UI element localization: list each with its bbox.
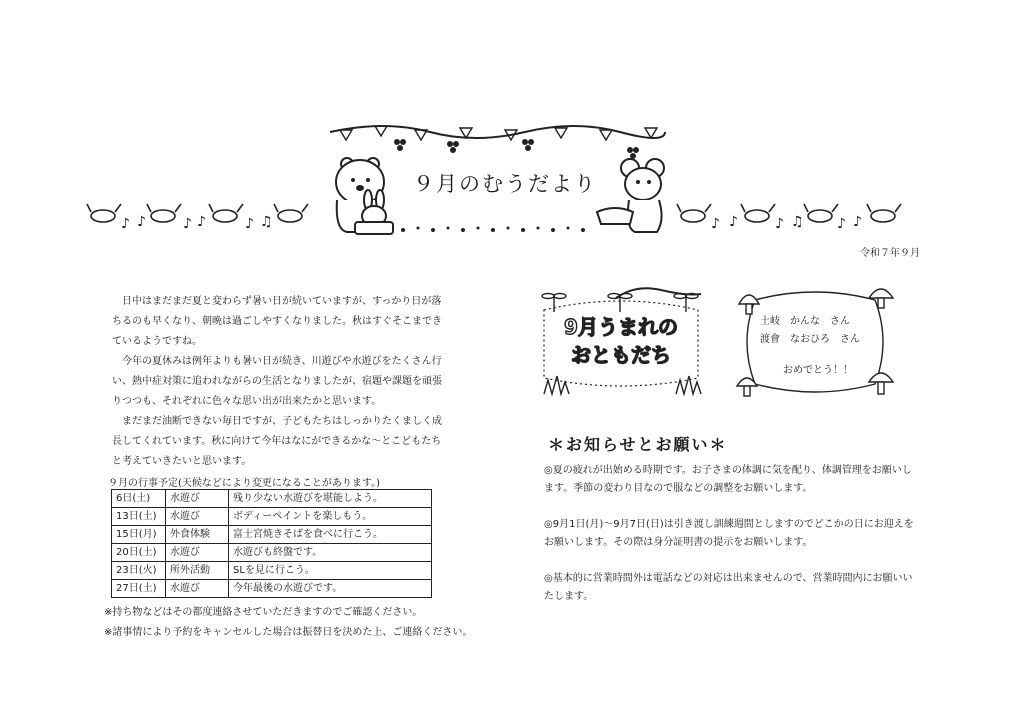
schedule-detail: 残り少ない水遊びを堪能しよう。: [229, 490, 432, 508]
svg-text:♪: ♪: [197, 214, 206, 230]
schedule-detail: SLを見に行こう。: [229, 562, 432, 580]
intro-paragraph: 日中はまだまだ夏と変わらず暑い日が続いていますが、すっかり日が落ちるのも早くなり、朝晩は過ごしやすくなりました。秋はすぐそこまできているようですね。: [112, 296, 442, 347]
schedule-date: 6日(土): [112, 490, 166, 508]
birthday-name: 土岐 かんな さん: [760, 316, 850, 327]
intro-text: [112, 292, 442, 472]
schedule-event: 外食体験: [166, 526, 229, 544]
schedule-title: ９月の行事予定(天候などにより変更になることがあります。): [108, 478, 381, 489]
dragonfly-icon: [542, 294, 698, 313]
birthday-title-line2: おともだち: [571, 343, 671, 367]
schedule-date: 27日(土): [112, 580, 166, 598]
svg-text:♪: ♪: [121, 216, 130, 232]
table-row: [112, 508, 432, 526]
svg-text:♪: ♪: [775, 216, 784, 232]
schedule-detail: 水遊びも終盤です。: [229, 544, 432, 562]
table-row: [112, 580, 432, 598]
schedule-event: 水遊び: [166, 544, 229, 562]
schedule-note: ※諸事情により予約をキャンセルした場合は振替日を決めた上、ご連絡ください。: [104, 627, 473, 638]
schedule-table: [111, 489, 432, 598]
svg-text:♪: ♪: [183, 216, 192, 232]
svg-text:♫: ♫: [260, 214, 273, 230]
birthday-congrats: おめでとう！！: [783, 365, 853, 376]
schedule-event: 水遊び: [166, 580, 229, 598]
svg-text:♪: ♪: [245, 216, 254, 232]
schedule-date: 23日(火): [112, 562, 166, 580]
schedule-event: 水遊び: [166, 490, 229, 508]
schedule-event: 水遊び: [166, 508, 229, 526]
intro-paragraph: 今年の夏休みは例年よりも暑い日が続き、川遊びや水遊びをたくさん行い、熱中症対策に追われながらの生活となりましたが、宿題や課題を頑張りつつも、それぞれに色々な思い出が出来たかと思います。: [112, 356, 442, 407]
table-row: [112, 526, 432, 544]
notice-item: ◎基本的に営業時間外は電話などの対応は出来ませんので、営業時間内にお願いいたします。: [544, 573, 913, 602]
svg-text:♪: ♪: [137, 214, 146, 230]
table-row: [112, 544, 432, 562]
schedule-date: 20日(土): [112, 544, 166, 562]
newsletter-title: ９月のむうだより: [413, 172, 597, 196]
schedule-note: ※持ち物などはその都度連絡させていただきますのでご確認ください。: [104, 607, 423, 618]
schedule-date: 13日(土): [112, 508, 166, 526]
intro-paragraph: まだまだ油断できない毎日ですが、子どもたちはしっかりたくましく成長してくれています。秋に向けて今年はなにができるかな～とこどもたちと考えていきたいと思います。: [112, 416, 442, 467]
birthday-banner: [536, 282, 706, 402]
notice-item: ◎9月1日(月)～9月7日(日)は引き渡し訓練週間としますのでどこかの日にお迎えをお願いします。その際は身分証明書の提示をお願いします。: [544, 519, 914, 548]
grass-icon: [544, 376, 701, 394]
table-row: [112, 562, 432, 580]
notices-heading: ＊お知らせとお願い＊: [548, 435, 728, 454]
birthday-name-list: [760, 313, 880, 349]
birthday-title-line1: 9月うまれの: [564, 315, 678, 339]
schedule-detail: ボディーペイントを楽しもう。: [229, 508, 432, 526]
schedule-detail: 今年最後の水遊びです。: [229, 580, 432, 598]
svg-text:♪: ♪: [711, 216, 720, 232]
notice-item: ◎夏の疲れが出始める時期です。お子さまの体調に気を配り、体調管理をお願いします。季節の変わり目なので服などの調整をお願いします。: [544, 465, 912, 494]
svg-text:♪: ♪: [837, 216, 846, 232]
svg-text:♫: ♫: [791, 214, 804, 230]
svg-text:♪: ♪: [853, 214, 862, 230]
schedule-date: 15日(月): [112, 526, 166, 544]
issue-date: 令和７年９月: [860, 248, 920, 259]
table-row: [112, 490, 432, 508]
svg-text:♪: ♪: [729, 214, 738, 230]
birthday-name: 渡會 なおひろ さん: [760, 334, 860, 345]
schedule-event: 所外活動: [166, 562, 229, 580]
schedule-detail: 富士宮焼きそばを食べに行こう。: [229, 526, 432, 544]
